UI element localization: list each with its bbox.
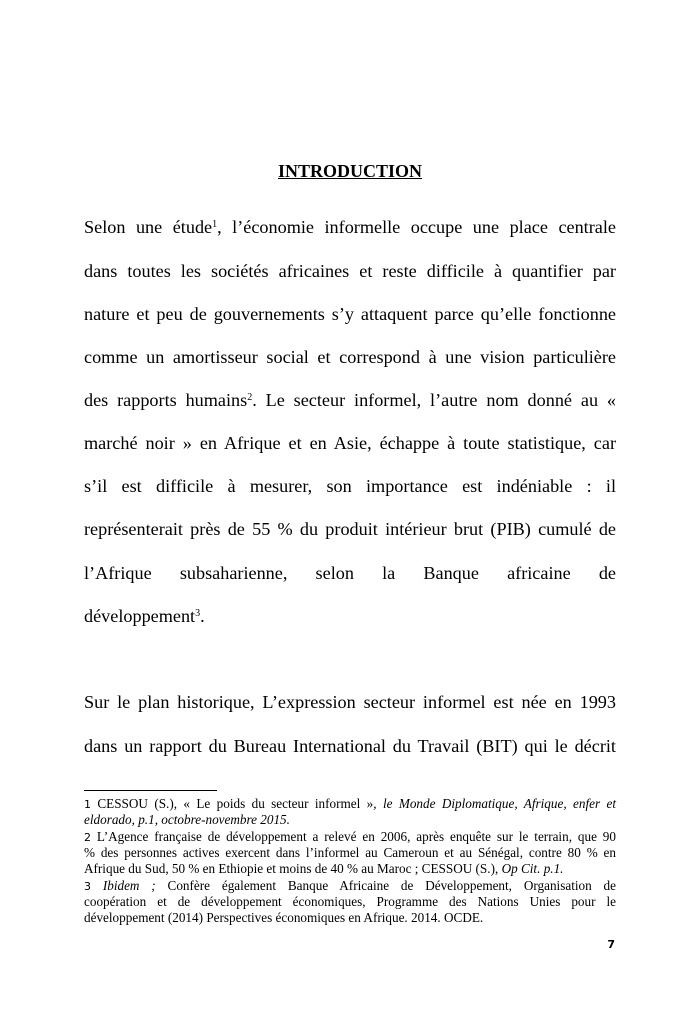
- body-line: des rapports humains$^2$. Le secteur informel, l’autre nom donné au «: [84, 390, 616, 410]
- body-line: comme un amortisseur social et correspond à une vision particulière: [84, 347, 616, 367]
- page-title: INTRODUCTION: [277, 161, 423, 181]
- body-line: Selon une étude$^1$, l’économie informelle occupe une place centrale: [84, 217, 616, 237]
- body-line: marché noir » en Afrique et en Asie, échappe à toute statistique, car: [84, 433, 616, 453]
- footnote-3: 3 Ibidem ; Confère également Banque Africaine de Développement, Organisation de: [84, 878, 616, 893]
- footnote-3: développement (2014) Perspectives économiques en Afrique. 2014. OCDE.: [84, 910, 484, 925]
- footnote-2: Afrique du Sud, 50 % en Ethiopie et moins de 40 % au Maroc ; CESSOU (S.), Op Cit. p.1.: [84, 861, 564, 876]
- footnote-1: eldorado, p.1, octobre-novembre 2015.: [84, 812, 290, 827]
- body-line: s’il est difficile à mesurer, son importance est indéniable : il: [84, 476, 616, 496]
- body-line: dans toutes les sociétés africaines et reste difficile à quantifier par: [84, 261, 616, 281]
- footnote-2: 2 L’Agence française de développement a relevé en 2006, après enquête sur le terrain, que 90: [84, 829, 616, 844]
- footnote-separator: [84, 790, 217, 791]
- body-line: Sur le plan historique, L’expression secteur informel est née en 1993: [84, 692, 616, 712]
- footnote-ref: 1: [212, 219, 218, 230]
- body-line: nature et peu de gouvernements s’y attaquent parce qu’elle fonctionne: [84, 304, 616, 324]
- footnote-ref: 3: [195, 608, 201, 619]
- body-line: l’Afrique subsaharienne, selon la Banque africaine de: [84, 563, 616, 583]
- body-line: représenterait près de 55 % du produit intérieur brut (PIB) cumulé de: [84, 519, 616, 539]
- body-line: développement$^3$.: [84, 606, 205, 626]
- footnote-3: coopération et de développement économiques, Programme des Nations Unies pour le: [84, 894, 616, 909]
- footnote-1: 1 CESSOU (S.), « Le poids du secteur informel », le Monde Diplomatique, Afrique, enfer et: [84, 796, 616, 811]
- page-number: 7: [607, 938, 615, 951]
- footnote-2: % des personnes actives exercent dans l’informel au Cameroun et au Sénégal, contre 80 % en: [84, 845, 616, 860]
- body-line: dans un rapport du Bureau International du Travail (BIT) qui le décrit: [84, 736, 616, 756]
- footnote-ref: 2: [247, 392, 253, 403]
